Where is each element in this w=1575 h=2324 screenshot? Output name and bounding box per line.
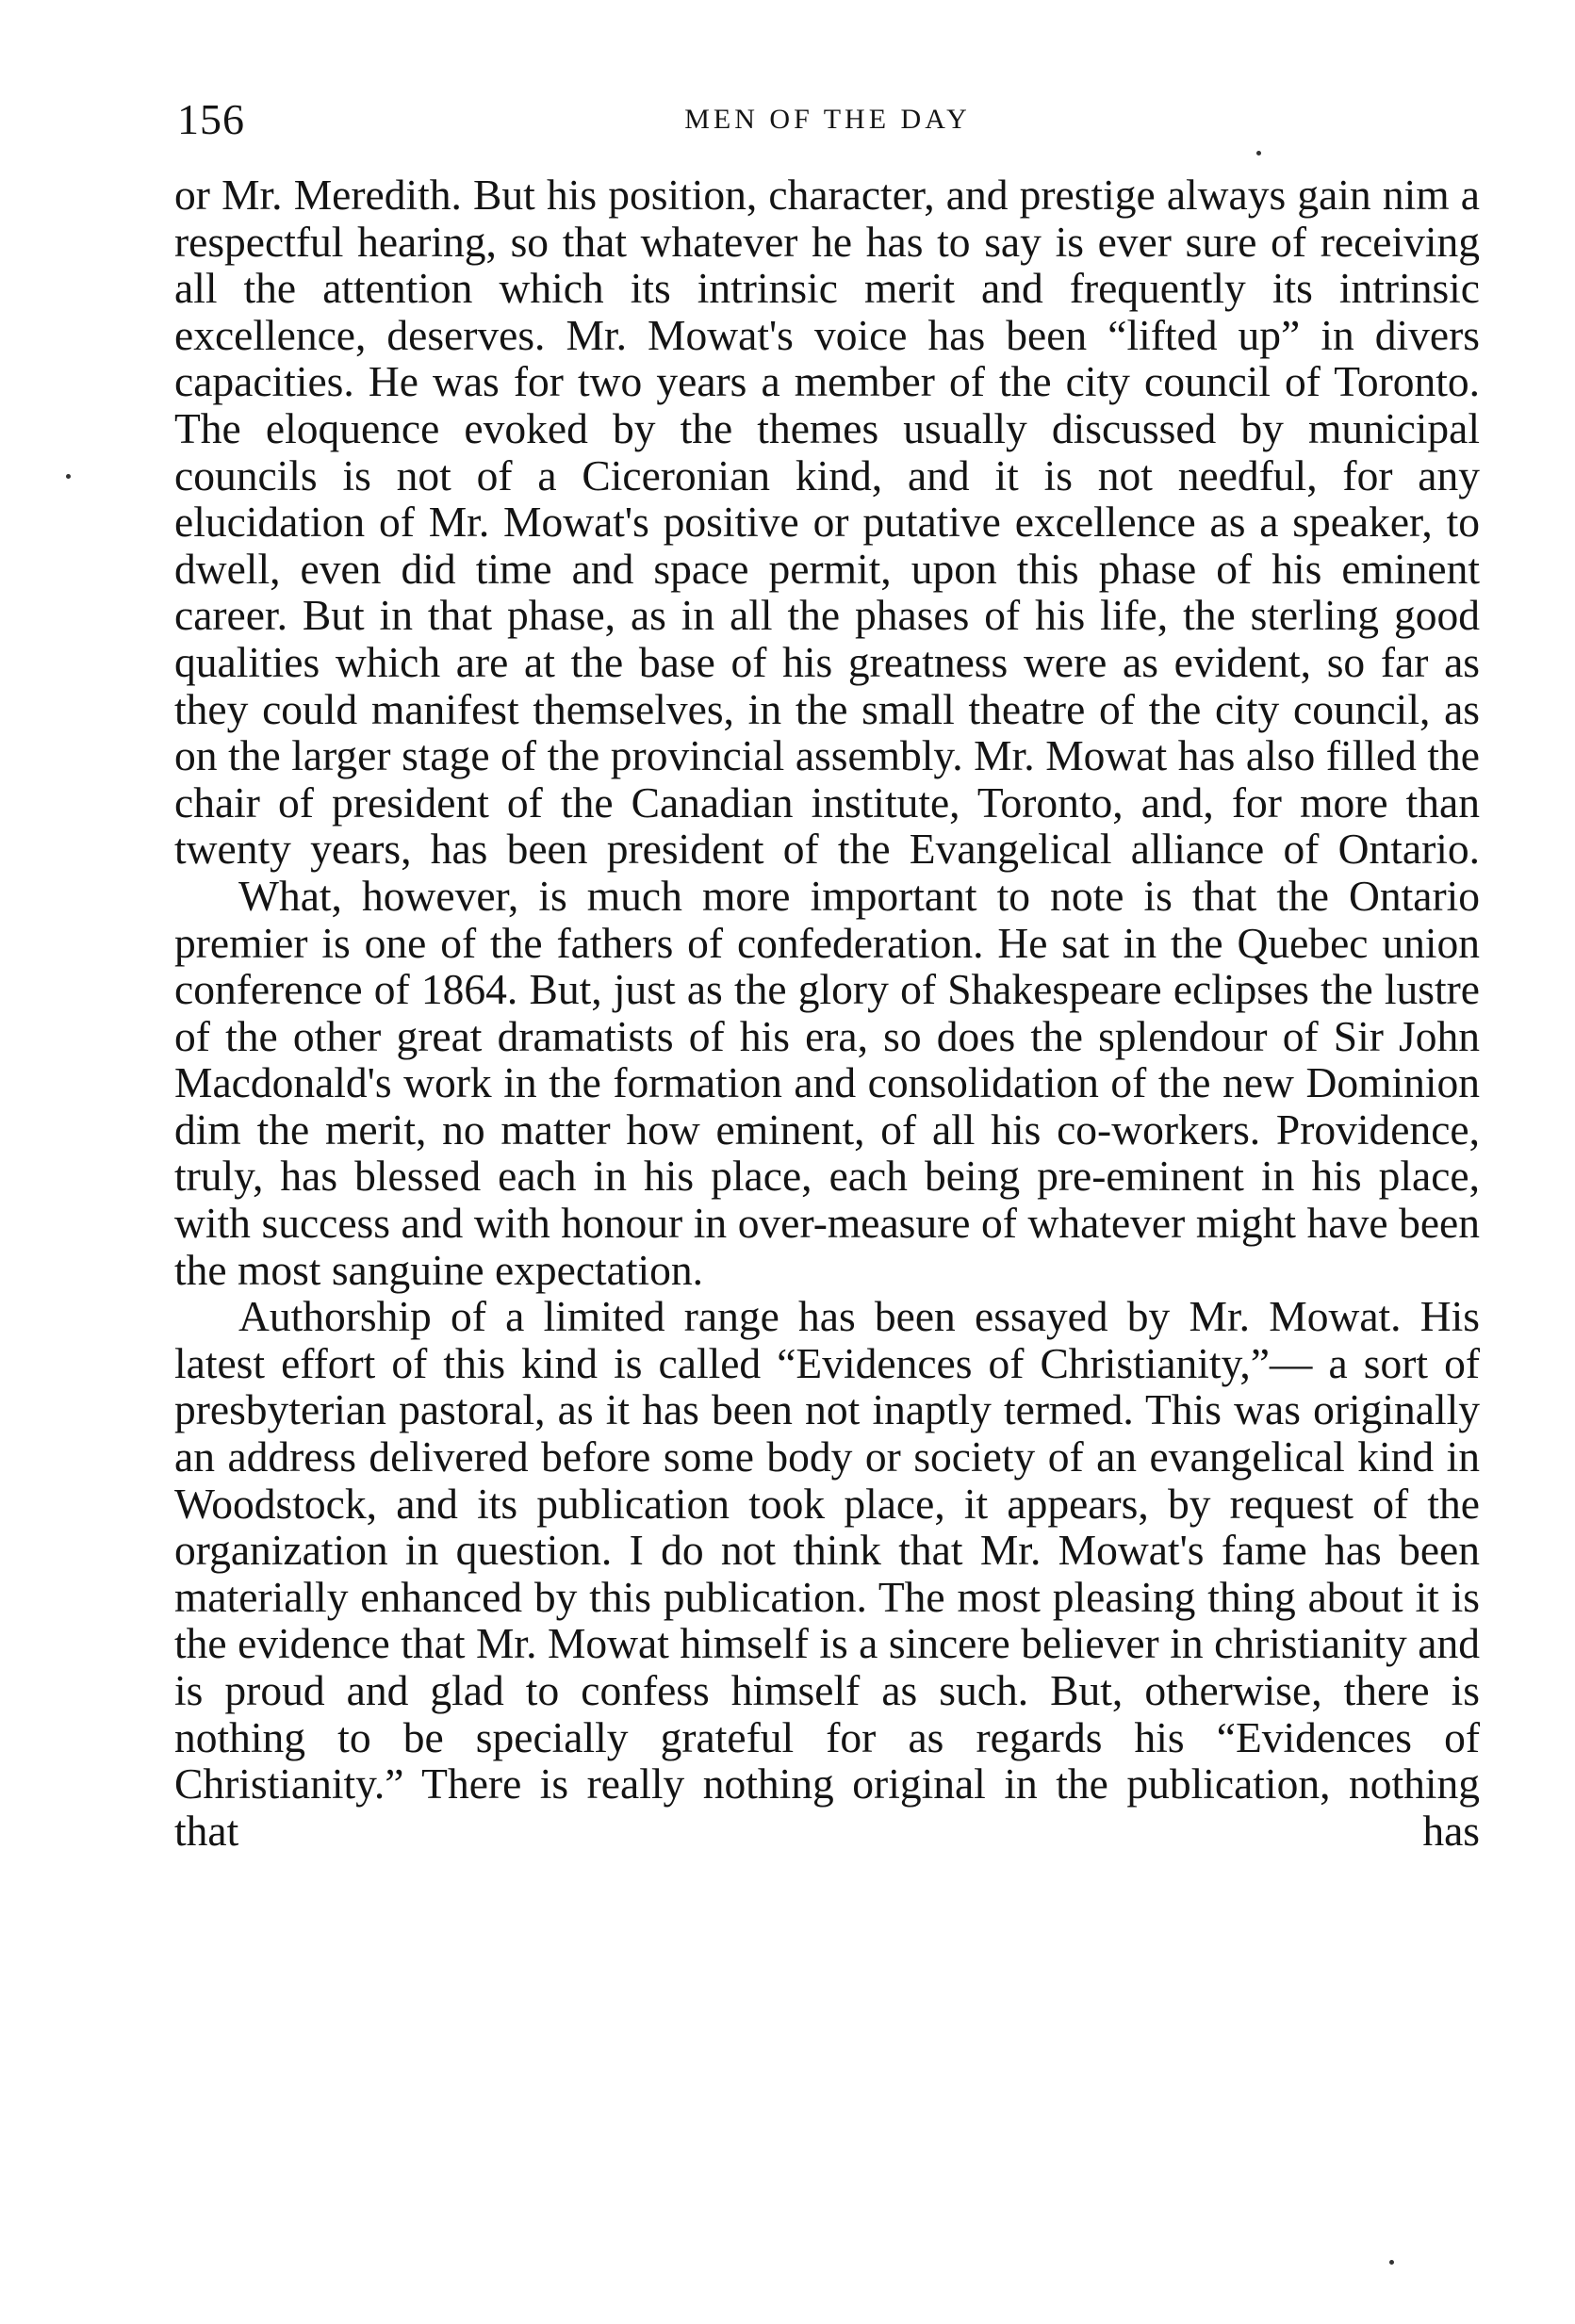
running-head (177, 94, 1478, 151)
print-speck (1256, 151, 1261, 155)
paragraph-continued: or Mr. Meredith. But his position, character, and prestige always gain nim a respectful hearing, so that whatever he has to say is ever sure of receiving all the attention which its intrinsic merit and frequently its intrinsic excellence, deserves. Mr. Mowat's voice has been “lifted up” in divers capacities. He was for two years a member of the city council of Toronto. The eloquence evoked by the themes usually discussed by municipal councils is not of a Ciceronian kind, and it is not needful, for any elucidation of Mr. Mowat's positive or putative excellence as a speaker, to dwell, even did time and space permit, upon this phase of his eminent career. But in that phase, as in all the phases of his life, the sterling good qualities which are at the base of his greatness were as evident, so far as they could manifest themselves, in the small theatre of the city council, as on the larger stage of the provincial assembly. Mr. Mowat has also filled the chair of president of the Canadian institute, Toronto, and, for more than twenty years, has been president of the Evangelical alliance of Ontario. (174, 171, 1480, 874)
page-number: 156 (177, 95, 245, 143)
paragraph-confederation: What, however, is much more important to note is that the Ontario premier is one of the fathers of confederation. He sat in the Quebec union conference of 1864. But, just as the glory of Shakespeare eclipses the lustre of the other great dramatists of his era, so does the splendour of Sir John Macdonald's work in the formation and consolidation of the new Dominion dim the merit, no matter how eminent, of all his co-workers. Providence, truly, has blessed each in his place, each being pre-eminent in his place, with success and with honour in over-measure of whatever might have been the most sanguine expectation. (174, 871, 1480, 1294)
print-speck (1389, 2260, 1394, 2265)
paragraph-authorship: Authorship of a limited range has been essayed by Mr. Mowat. His latest effort of this kind is called “Evidences of Christianity,”— a sort of presbyterian pastoral, as it has been not inaptly termed. This was originally an address delivered before some body or society of an evangelical kind in Woodstock, and its publication took place, it appears, by request of the organization in question. I do not think that Mr. Mowat's fame has been materially enhanced by this publication. The most pleasing thing about it is the evidence that Mr. Mowat himself is a sincere believer in christianity and is proud and glad to confess himself as such. But, otherwise, there is nothing to be specially grateful for as regards his “Evidences of Christianity.” There is really nothing original in the publication, nothing that has (174, 1292, 1480, 1855)
body-text (174, 172, 1480, 1854)
running-title: MEN OF THE DAY (684, 104, 971, 135)
print-speck (66, 474, 71, 479)
